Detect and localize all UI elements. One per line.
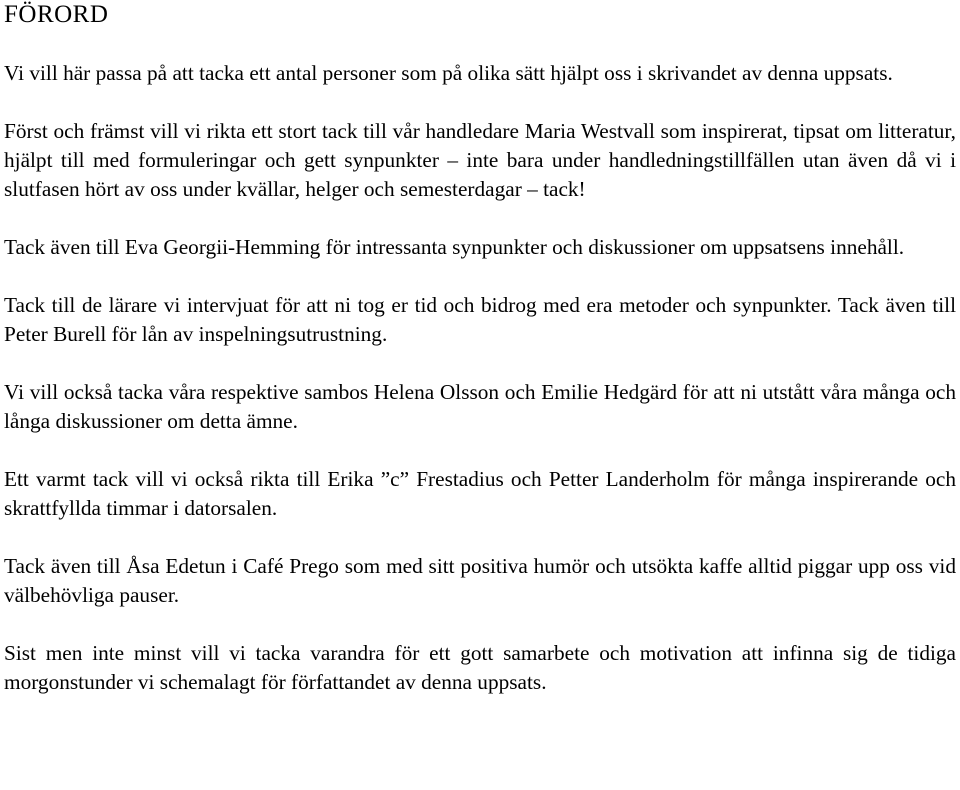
document-page [4,0,956,697]
paragraph-supervisor: Först och främst vill vi rikta ett stort tack till vår handledare Maria Westvall som inspirerat, tipsat om litteratur, hjälpt till med formuleringar och gett synpunkter – inte bara under handledningstillfällen utan även då vi i slutfasen hört av oss under kvällar, helger och semesterdagar – tack! [4,119,956,201]
paragraph-intro: Vi vill här passa på att tacka ett antal personer som på olika sätt hjälpt oss i skrivandet av denna uppsats. [4,61,893,85]
paragraph-eva: Tack även till Eva Georgii-Hemming för intressanta synpunkter och diskussioner om uppsatsens innehåll. [4,235,905,259]
paragraph-erika: Ett varmt tack vill vi också rikta till Erika ”c” Frestadius och Petter Landerholm för många inspirerande och skrattfyllda timmar i datorsalen. [4,467,956,520]
paragraph-teachers: Tack till de lärare vi intervjuat för att ni tog er tid och bidrog med era metoder och synpunkter. Tack även till Peter Burell för lån av inspelningsutrustning. [4,293,956,346]
paragraph-partners: Vi vill också tacka våra respektive sambos Helena Olsson och Emilie Hedgärd för att ni utstått våra många och långa diskussioner om detta ämne. [4,380,956,433]
page-title: FÖRORD [4,1,109,28]
paragraph-closing: Sist men inte minst vill vi tacka varandra för ett gott samarbete och motivation att infinna sig de tidiga morgonstunder vi schemalagt för författandet av denna uppsats. [4,641,956,694]
paragraph-asa: Tack även till Åsa Edetun i Café Prego som med sitt positiva humör och utsökta kaffe alltid piggar upp oss vid välbehövliga pauser. [4,554,956,607]
